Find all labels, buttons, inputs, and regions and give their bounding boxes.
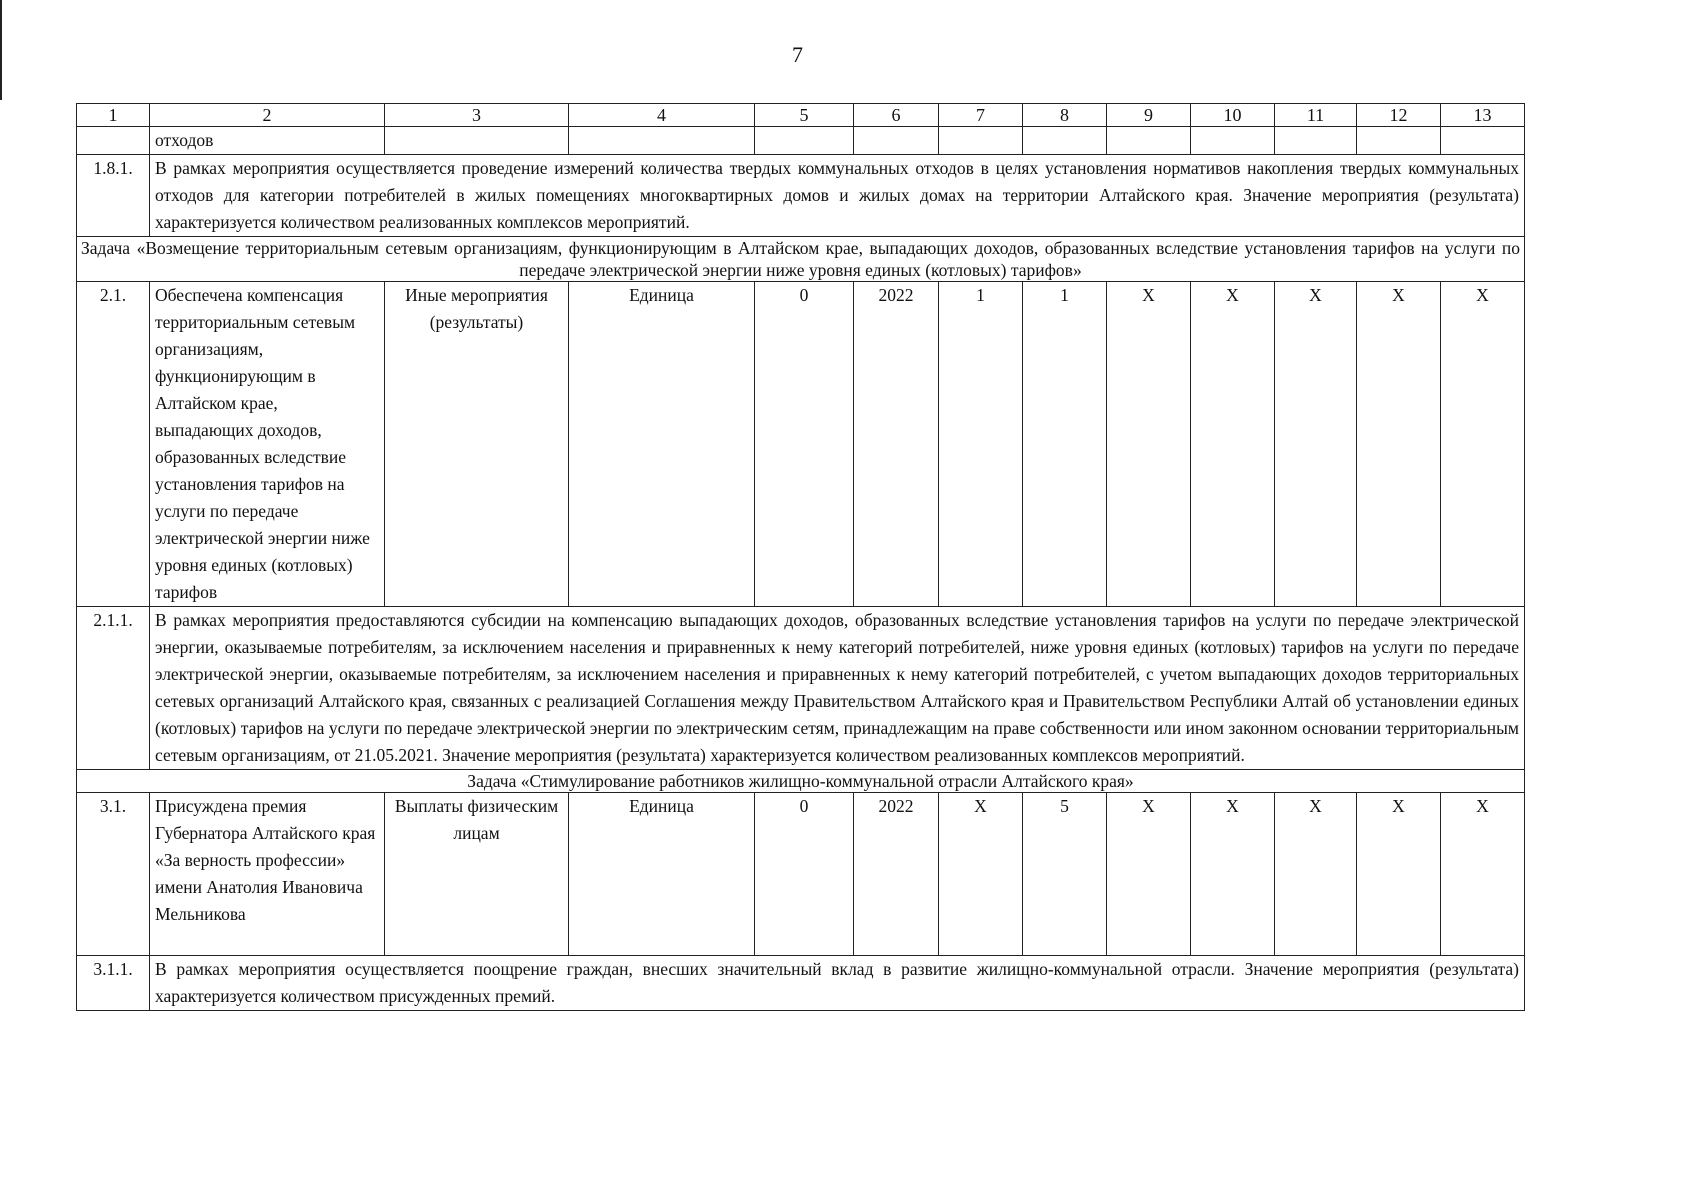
table-row-continuation (77, 127, 1525, 155)
column-header: 5 (755, 104, 854, 127)
measure-description: В рамках мероприятия осуществляется проведение измерений количества твердых коммунальных отходов в целях установления нормативов накопления твердых коммунальных отходов для категории потребителей в жилых помещениях многоквартирных домов и жилых домах на территории Алтайского края. Значение мероприятия (результата) характеризуется количеством реализованных комплексов мероприятий. (150, 155, 1525, 237)
table-row-task-3 (77, 770, 1525, 793)
result-name: Обеспечена компенсация территориальным сетевым организациям, функционирующим в Алтайском крае, выпадающих доходов, образованных вследствие установления тарифов на услуги по передаче электрической энергии ниже уровня единых (котловых) тарифов (150, 282, 385, 607)
base-year: 2022 (854, 282, 939, 607)
row-number: 3.1.1. (77, 956, 150, 1011)
table-row-3-1-1 (77, 956, 1525, 1011)
table-row-2-1 (77, 282, 1525, 607)
column-header: 13 (1441, 104, 1525, 127)
task-heading: Задача «Возмещение территориальным сетевым организациям, функционирующим в Алтайском крае, выпадающих доходов, образованных вследствие установления тарифов на услуги по передаче электрической энергии ниже уровня единых (котловых) тарифов» (77, 237, 1525, 282)
value-cell: 5 (1023, 793, 1107, 956)
measure-description: В рамках мероприятия предоставляются субсидии на компенсацию выпадающих доходов, образованных вследствие установления тарифов на услуги по передаче электрической энергии, оказываемые потребителям, за исключением населения и приравненных к нему категорий потребителей, ниже уровня единых (котловых) тарифов на услуги по передаче электрической энергии, оказываемые потребителям, за исключением населения и приравненных к нему категорий потребителей, с учетом выпадающих доходов территориальных сетевых организаций Алтайского края, связанных с реализацией Соглашения между Правительством Алтайского края и Правительством Республики Алтай об установлении единых (котловых) тарифов на услуги по передаче электрической энергии по электрическим сетям, принадлежащим на праве собственности или ином законном основании территориальным сетевым организациям, от 21.05.2021. Значение мероприятия (результата) характеризуется количеством реализованных комплексов мероприятий. (150, 607, 1525, 770)
table-row-1-8-1 (77, 155, 1525, 237)
value-cell: 1 (1023, 282, 1107, 607)
column-header: 7 (939, 104, 1023, 127)
value-cell: 1 (939, 282, 1023, 607)
row-number: 2.1.1. (77, 607, 150, 770)
base-value: 0 (755, 793, 854, 956)
column-header: 2 (150, 104, 385, 127)
task-heading: Задача «Стимулирование работников жилищно-коммунальной отрасли Алтайского края» (77, 770, 1525, 793)
column-header: 6 (854, 104, 939, 127)
value-cell: X (1191, 282, 1275, 607)
value-cell: X (939, 793, 1023, 956)
column-header: 9 (1107, 104, 1191, 127)
measures-table (76, 103, 1525, 1011)
table-header-row (77, 104, 1525, 127)
row-number: 3.1. (77, 793, 150, 956)
row-number: 1.8.1. (77, 155, 150, 237)
table-row-task-2 (77, 237, 1525, 282)
page-number: 7 (792, 42, 803, 67)
column-header: 11 (1275, 104, 1357, 127)
table-row-2-1-1 (77, 607, 1525, 770)
base-year: 2022 (854, 793, 939, 956)
column-header: 1 (77, 104, 150, 127)
value-cell: X (1275, 793, 1357, 956)
result-name: Присуждена премия Губернатора Алтайского края «За верность профессии» имени Анатолия Ивановича Мельникова (150, 793, 385, 956)
column-header: 8 (1023, 104, 1107, 127)
row-number: 2.1. (77, 282, 150, 607)
result-type: Иные мероприятия (результаты) (385, 282, 569, 607)
measure-description: В рамках мероприятия осуществляется поощрение граждан, внесших значительный вклад в развитие жилищно-коммунальной отрасли. Значение мероприятия (результата) характеризуется количеством присужденных премий. (150, 956, 1525, 1011)
column-header: 10 (1191, 104, 1275, 127)
table-row-3-1 (77, 793, 1525, 956)
value-cell: X (1357, 793, 1441, 956)
unit: Единица (569, 282, 755, 607)
unit: Единица (569, 793, 755, 956)
column-header: 12 (1357, 104, 1441, 127)
continuation-text: отходов (150, 127, 385, 155)
value-cell: X (1357, 282, 1441, 607)
result-type: Выплаты физическим лицам (385, 793, 569, 956)
base-value: 0 (755, 282, 854, 607)
column-header: 4 (569, 104, 755, 127)
value-cell: X (1275, 282, 1357, 607)
value-cell: X (1441, 282, 1525, 607)
column-header: 3 (385, 104, 569, 127)
value-cell: X (1191, 793, 1275, 956)
value-cell: X (1107, 793, 1191, 956)
value-cell: X (1107, 282, 1191, 607)
value-cell: X (1441, 793, 1525, 956)
